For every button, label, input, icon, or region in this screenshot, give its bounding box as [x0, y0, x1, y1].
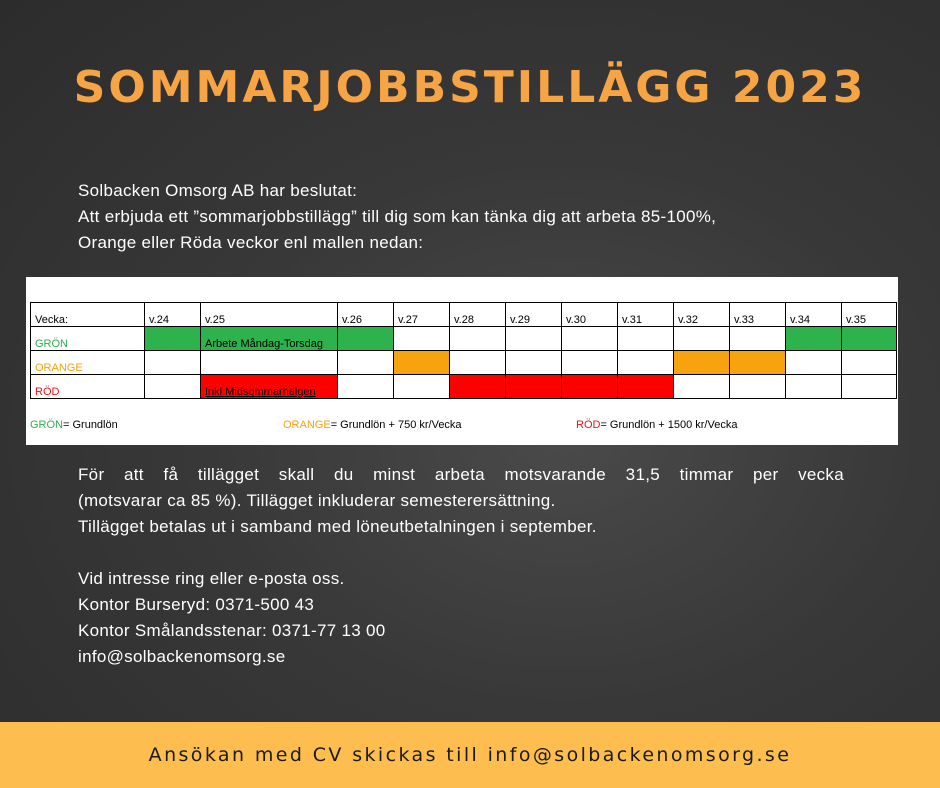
week-cell	[842, 351, 897, 375]
week-cell	[842, 375, 897, 399]
week-cell	[618, 375, 674, 399]
week-header: v.35	[842, 303, 897, 327]
week-cell	[562, 375, 618, 399]
table-header-row	[31, 303, 897, 327]
contact-line: Vid intresse ring eller e-posta oss.	[78, 569, 345, 588]
week-header: v.34	[786, 303, 842, 327]
week-cell	[506, 351, 562, 375]
week-cell	[842, 327, 897, 351]
intro-text	[78, 178, 716, 256]
row-label: GRÖN	[31, 327, 145, 351]
week-header: v.28	[450, 303, 506, 327]
week-header: v.27	[394, 303, 450, 327]
week-cell	[562, 327, 618, 351]
week-cell	[201, 351, 338, 375]
week-cell	[394, 351, 450, 375]
week-header: v.32	[674, 303, 730, 327]
week-schedule-panel	[26, 277, 898, 445]
legend-orange-key: ORANGE	[283, 419, 331, 431]
week-header: v.30	[562, 303, 618, 327]
week-cell	[338, 375, 394, 399]
week-header: v.31	[618, 303, 674, 327]
week-cell	[145, 351, 201, 375]
conditions-text	[78, 462, 844, 540]
legend-orange	[283, 419, 462, 431]
legend-rod-key: RÖD	[576, 419, 601, 431]
cell-note: Inkl Midsommarhelgen	[205, 386, 316, 398]
contact-phone-smalandsstenar: Kontor Smålandsstenar: 0371-77 13 00	[78, 621, 386, 640]
week-cell	[338, 351, 394, 375]
week-cell	[618, 327, 674, 351]
week-cell	[730, 375, 786, 399]
table-row	[31, 327, 897, 351]
week-cell	[786, 375, 842, 399]
intro-line: Solbacken Omsorg AB har beslutat:	[78, 181, 358, 200]
legend-gron	[30, 419, 118, 431]
week-cell	[786, 351, 842, 375]
week-cell	[450, 375, 506, 399]
week-cell	[730, 327, 786, 351]
legend-gron-text: = Grundlön	[63, 419, 118, 431]
week-cell	[450, 351, 506, 375]
week-cell	[730, 351, 786, 375]
legend-gron-key: GRÖN	[30, 419, 63, 431]
contact-info	[78, 566, 386, 670]
week-cell	[674, 351, 730, 375]
legend-rod	[576, 419, 737, 431]
conditions-line: För att få tillägget skall du minst arbeta motsvarande 31,5 timmar per vecka	[78, 465, 844, 484]
cell-note: Arbete Måndag-Torsdag	[205, 338, 324, 350]
week-header: v.24	[145, 303, 201, 327]
week-cell	[618, 351, 674, 375]
week-cell	[201, 375, 338, 399]
week-cell	[450, 327, 506, 351]
week-cell	[201, 327, 338, 351]
week-header: v.26	[338, 303, 394, 327]
week-cell	[562, 351, 618, 375]
intro-line: Att erbjuda ett ”sommarjobbstillägg” till dig som kan tänka dig att arbeta 85-100%,	[78, 207, 717, 226]
week-header: v.29	[506, 303, 562, 327]
week-header: v.25	[201, 303, 338, 327]
table-row	[31, 351, 897, 375]
footer-text: Ansökan med CV skickas till info@solbackenomsorg.se	[148, 744, 792, 766]
week-header: v.33	[730, 303, 786, 327]
footer-banner	[0, 722, 940, 788]
legend-rod-text: = Grundlön + 1500 kr/Vecka	[600, 419, 738, 431]
week-cell	[145, 375, 201, 399]
intro-line: Orange eller Röda veckor enl mallen nedan:	[78, 233, 424, 252]
conditions-line: Tillägget betalas ut i samband med löneutbetalningen i september.	[78, 517, 597, 536]
table-row	[31, 375, 897, 399]
week-cell	[394, 327, 450, 351]
week-cell	[145, 327, 201, 351]
week-cell	[674, 327, 730, 351]
row-label: ORANGE	[31, 351, 145, 375]
conditions-line: (motsvarar ca 85 %). Tillägget inkluderar semesterersättning.	[78, 491, 556, 510]
row-label: RÖD	[31, 375, 145, 399]
week-cell	[338, 327, 394, 351]
week-cell	[674, 375, 730, 399]
week-schedule-table	[30, 302, 897, 399]
week-cell	[786, 327, 842, 351]
legend-orange-text: = Grundlön + 750 kr/Vecka	[330, 419, 462, 431]
week-cell	[506, 327, 562, 351]
contact-email: info@solbackenomsorg.se	[78, 647, 286, 666]
week-cell	[506, 375, 562, 399]
week-cell	[394, 375, 450, 399]
header-label: Vecka:	[31, 303, 145, 327]
page-title: SOMMARJOBBSTILLÄGG 2023	[73, 62, 867, 113]
contact-phone-burseryd: Kontor Burseryd: 0371-500 43	[78, 595, 315, 614]
